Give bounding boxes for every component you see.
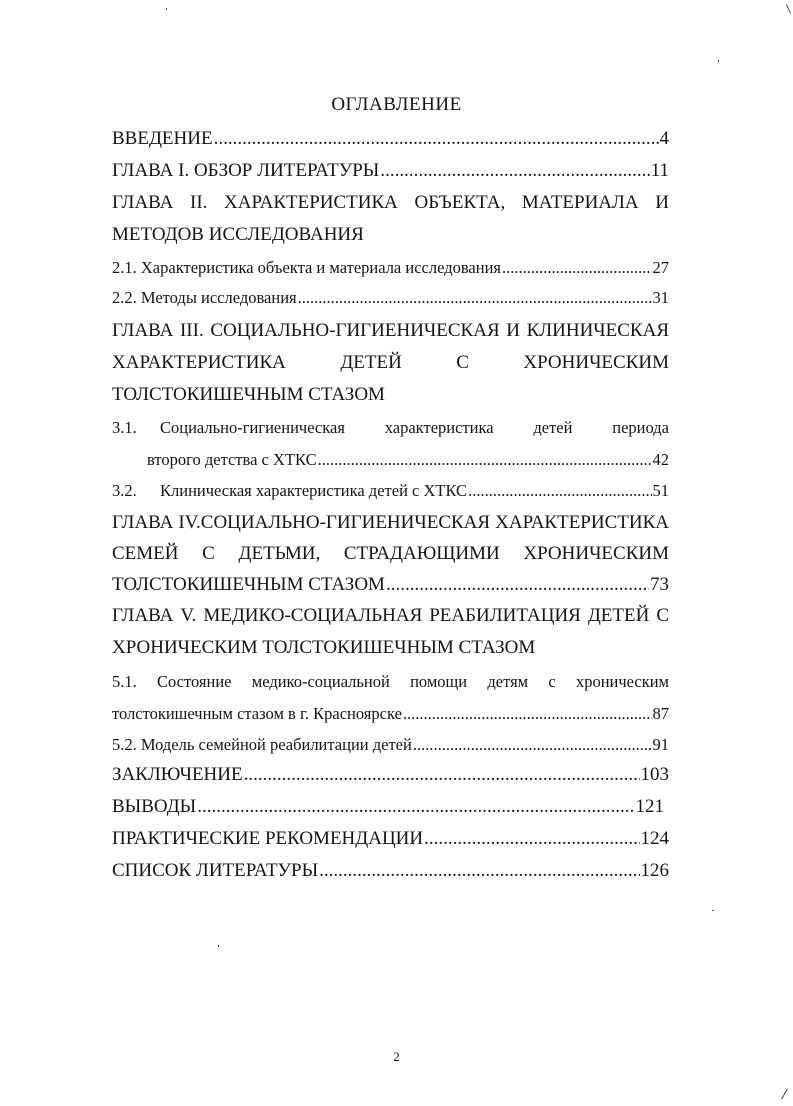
entry-text: ВЫВОДЫ <box>112 796 197 817</box>
toc-entry-ch2-line2: МЕТОДОВ ИССЛЕДОВАНИЯ <box>112 224 364 245</box>
toc-entry-ch1 <box>112 160 669 182</box>
toc-entry-s31-line2 <box>147 450 669 470</box>
leader-dots <box>214 128 659 150</box>
entry-page: 11 <box>650 160 669 181</box>
scan-speck <box>781 1089 788 1100</box>
scan-speck <box>718 60 719 62</box>
entry-page: 103 <box>640 764 669 785</box>
entry-page: 73 <box>650 574 669 595</box>
entry-text: ЗАКЛЮЧЕНИЕ <box>112 764 243 785</box>
toc-entry-s51-line1: 5.1. Состояние медико-социальной помощи детям с хроническим <box>112 672 669 691</box>
toc-entry-s52 <box>112 735 669 755</box>
section-number: 3.1. <box>112 418 137 437</box>
entry-text: 5.2. Модель семейной реабилитации детей <box>112 735 412 754</box>
entry-text: второго детства с ХТКС <box>147 450 317 469</box>
toc-entry-s32 <box>160 481 669 501</box>
entry-page: 126 <box>640 860 669 881</box>
entry-text: ПРАКТИЧЕСКИЕ РЕКОМЕНДАЦИИ <box>112 828 424 849</box>
leader-dots <box>197 796 634 818</box>
entry-text: ВВЕДЕНИЕ <box>112 128 213 149</box>
leader-dots <box>318 450 652 470</box>
toc-entry-findings <box>112 796 664 818</box>
toc-entry-ch2-line1: ГЛАВА II. ХАРАКТЕРИСТИКА ОБЪЕКТА, МАТЕРИАЛА И <box>112 192 669 213</box>
leader-dots <box>380 160 649 182</box>
page-number: 2 <box>393 1049 400 1064</box>
toc-entry-ch3-line1: ГЛАВА III. СОЦИАЛЬНО-ГИГИЕНИЧЕСКАЯ И КЛИНИЧЕСКАЯ <box>112 320 669 341</box>
leader-dots <box>244 764 640 786</box>
entry-text: Клиническая характеристика детей с ХТКС <box>160 481 468 500</box>
toc-entry-ch3-line2: ХАРАКТЕРИСТИКА ДЕТЕЙ С ХРОНИЧЕСКИМ <box>112 352 669 373</box>
toc-entry-intro <box>112 128 669 150</box>
toc-entry-ch5-line1: ГЛАВА V. МЕДИКО-СОЦИАЛЬНАЯ РЕАБИЛИТАЦИЯ ДЕТЕЙ С <box>112 605 669 626</box>
entry-page: 4 <box>659 128 669 149</box>
entry-page: 121 <box>635 796 664 817</box>
toc-entry-conclusion <box>112 764 669 786</box>
toc-entry-s51-line2 <box>112 704 669 724</box>
toc-entry-s21 <box>112 258 669 278</box>
toc-entry-recommendations <box>112 828 669 850</box>
entry-text: ТОЛСТОКИШЕЧНЫМ СТАЗОМ <box>112 574 385 595</box>
entry-page: 27 <box>652 258 669 277</box>
entry-text: толстокишечным стазом в г. Красноярске <box>112 704 402 723</box>
toc-entry-ch3-line3: ТОЛСТОКИШЕЧНЫМ СТАЗОМ <box>112 384 385 405</box>
leader-dots <box>413 735 652 755</box>
entry-page: 124 <box>640 828 669 849</box>
entry-text: СПИСОК ЛИТЕРАТУРЫ <box>112 860 319 881</box>
leader-dots <box>403 704 652 724</box>
toc-entry-ch5-line2: ХРОНИЧЕСКИМ ТОЛСТОКИШЕЧНЫМ СТАЗОМ <box>112 637 536 658</box>
entry-page: 42 <box>652 450 669 469</box>
leader-dots <box>502 258 652 278</box>
leader-dots <box>424 828 639 850</box>
section-number: 3.2. <box>112 481 137 500</box>
entry-text: 2.2. Методы исследования <box>112 288 297 307</box>
toc-entry-s31-line1: Социально-гигиеническая характеристика детей периода <box>160 418 669 437</box>
scan-speck <box>218 945 219 947</box>
entry-text: ГЛАВА I. ОБЗОР ЛИТЕРАТУРЫ <box>112 160 380 181</box>
leader-dots <box>386 574 649 596</box>
scan-speck <box>166 8 167 10</box>
toc-entry-ch4-line2: СЕМЕЙ С ДЕТЬМИ, СТРАДАЮЩИМИ ХРОНИЧЕСКИМ <box>112 543 669 564</box>
toc-entry-s22 <box>112 288 669 308</box>
entry-page: 91 <box>652 735 669 754</box>
scan-speck <box>712 910 714 911</box>
scan-speck <box>786 4 791 13</box>
toc-entry-ch4-line3 <box>112 574 669 596</box>
toc-title: ОГЛАВЛЕНИЕ <box>331 94 462 115</box>
leader-dots <box>298 288 652 308</box>
entry-page: 87 <box>652 704 669 723</box>
toc-entry-references <box>112 860 669 882</box>
entry-text: 2.1. Характеристика объекта и материала исследования <box>112 258 501 277</box>
toc-entry-ch4-line1: ГЛАВА IV.СОЦИАЛЬНО-ГИГИЕНИЧЕСКАЯ ХАРАКТЕРИСТИКА <box>112 512 669 533</box>
leader-dots <box>468 481 651 501</box>
leader-dots <box>319 860 639 882</box>
entry-page: 31 <box>652 288 669 307</box>
entry-page: 51 <box>652 481 669 500</box>
